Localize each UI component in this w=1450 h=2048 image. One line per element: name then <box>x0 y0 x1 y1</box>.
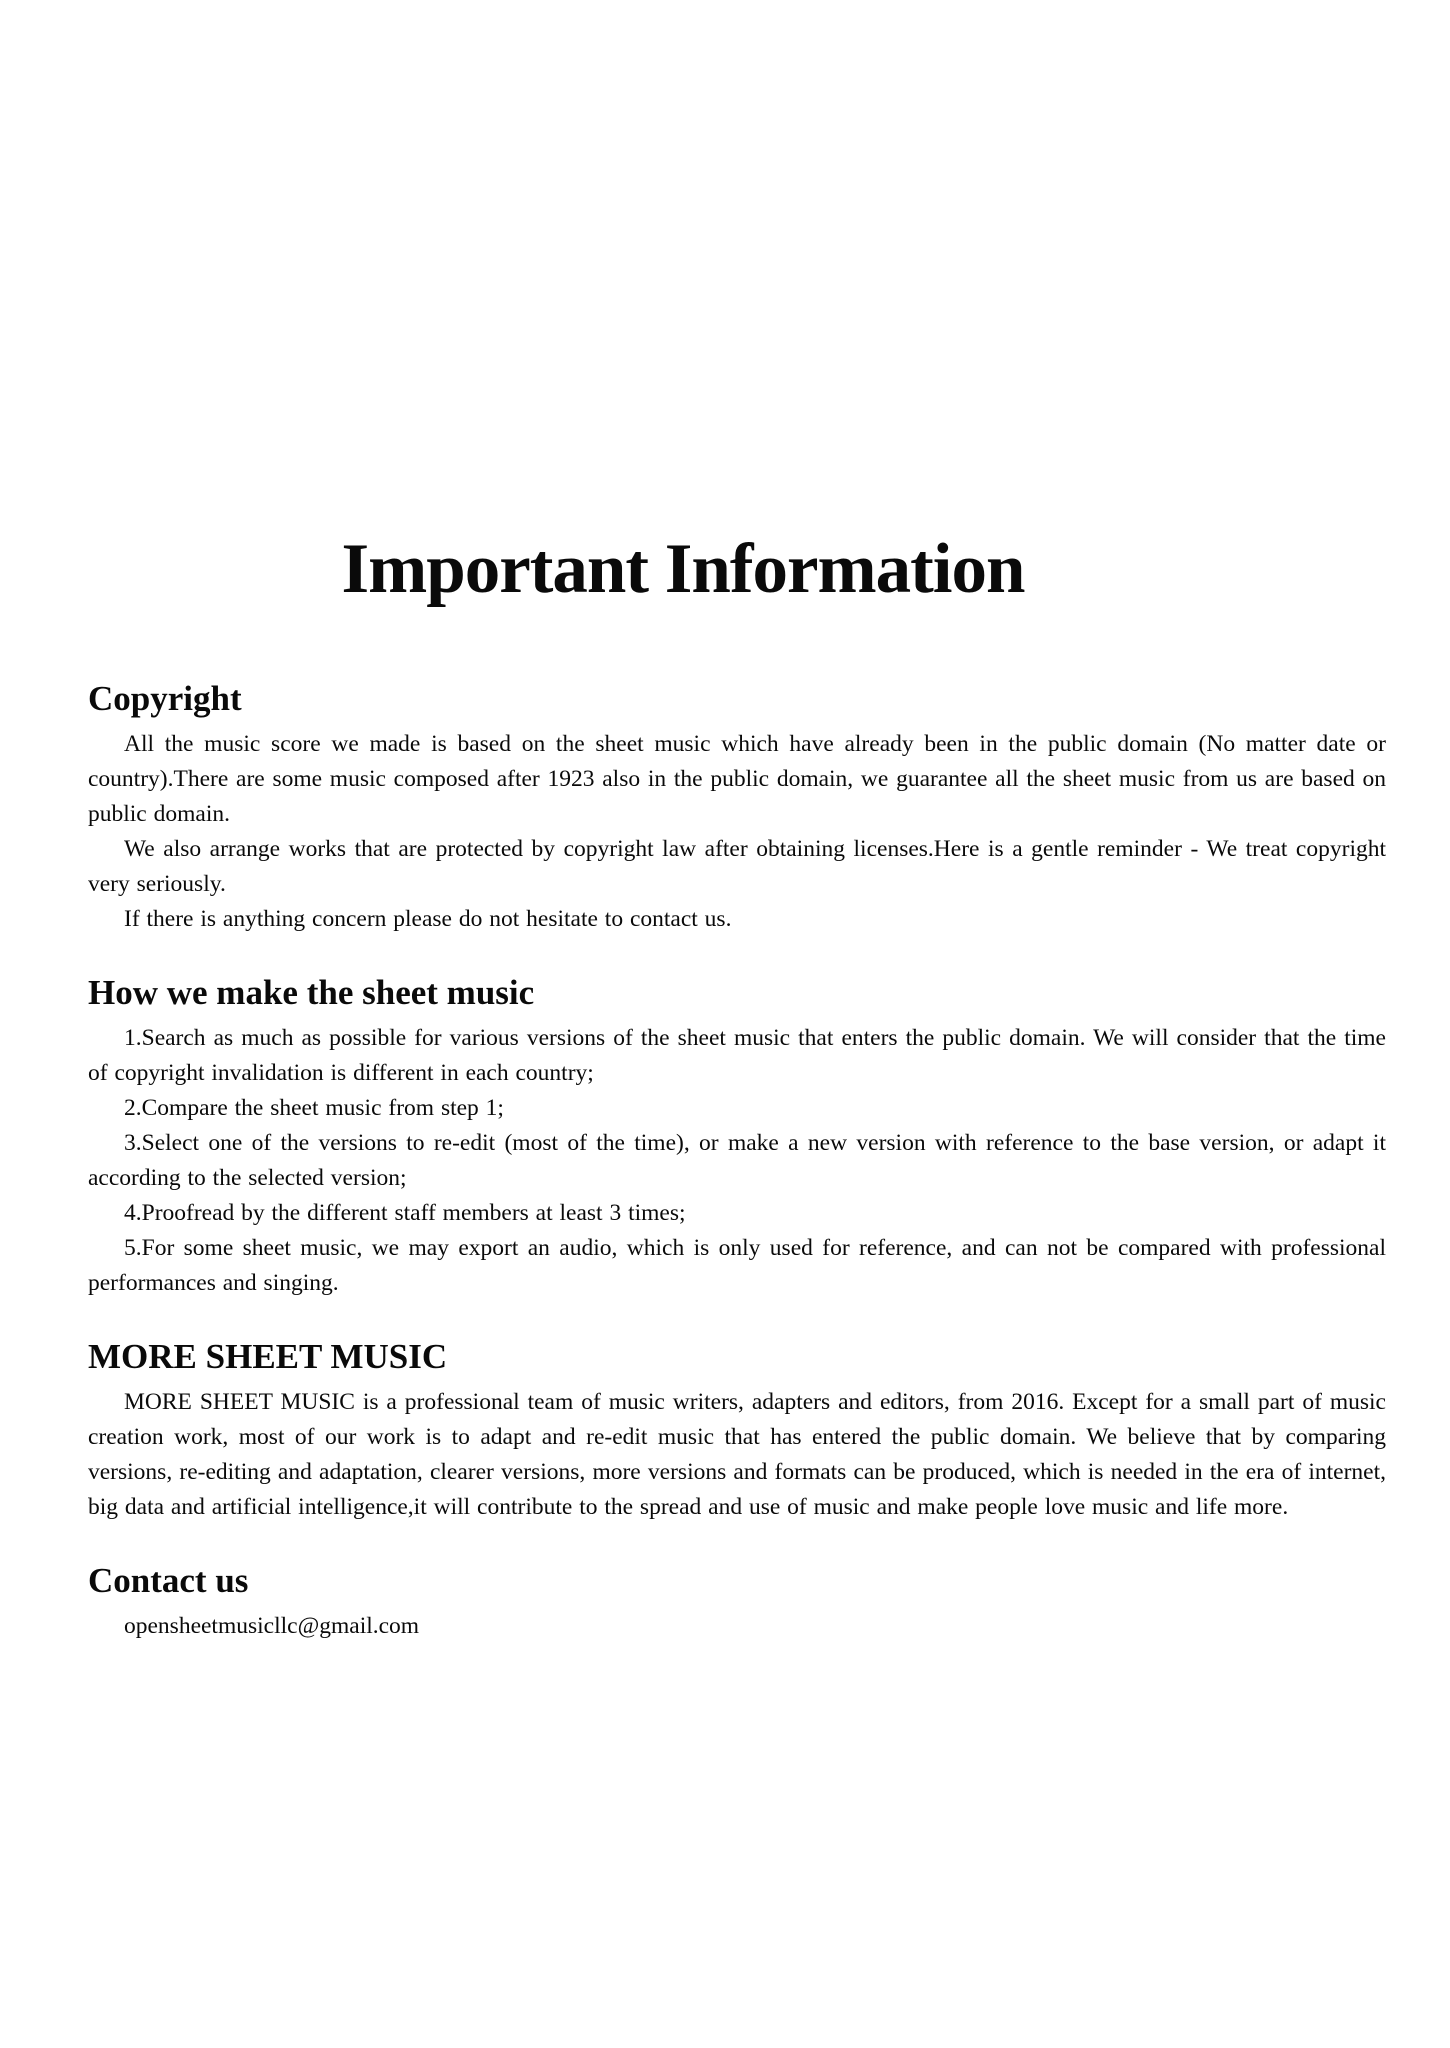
step-item-5: 5.For some sheet music, we may export an audio, which is only used for reference, and can not be compared with professional performances and singing. <box>88 1235 1386 1296</box>
how-we-make-heading: How we make the sheet music <box>88 973 535 1012</box>
contact-us-heading: Contact us <box>88 1561 249 1600</box>
step-item-4: 4.Proofread by the different staff members at least 3 times; <box>124 1200 686 1226</box>
section-contact-us <box>88 1561 1386 1644</box>
step-item-1: 1.Search as much as possible for various versions of the sheet music that enters the public domain. We will consider that the time of copyright invalidation is different in each country; <box>88 1025 1386 1086</box>
contact-email: opensheetmusicllc@gmail.com <box>124 1613 420 1639</box>
more-sheet-music-heading: MORE SHEET MUSIC <box>88 1337 448 1376</box>
copyright-paragraph-2: We also arrange works that are protected by copyright law after obtaining licenses.Here is a gentle reminder - We treat copyright very seriously. <box>88 836 1386 897</box>
more-sheet-music-paragraph: MORE SHEET MUSIC is a professional team of music writers, adapters and editors, from 2016. Except for a small part of music creation work, most of our work is to adapt and re-edit music that has entered the public domain. We believe that by comparing versions, re-editing and adaptation, clearer versions, more versions and formats can be produced, which is needed in the era of internet, big data and artificial intelligence,it will contribute to the spread and use of music and make people love music and life more. <box>88 1389 1386 1520</box>
step-item-2: 2.Compare the sheet music from step 1; <box>124 1095 504 1121</box>
section-copyright <box>88 679 1386 937</box>
step-item-3: 3.Select one of the versions to re-edit (most of the time), or make a new version with reference to the base version, or adapt it according to the selected version; <box>88 1130 1386 1191</box>
section-how-we-make <box>88 973 1386 1301</box>
copyright-paragraph-1: All the music score we made is based on the sheet music which have already been in the public domain (No matter date or country).There are some music composed after 1923 also in the public domain, we guarantee all the sheet music from us are based on public domain. <box>88 731 1386 827</box>
copyright-heading: Copyright <box>88 679 242 718</box>
page-title: Important Information <box>341 530 1025 608</box>
copyright-paragraph-3: If there is anything concern please do not hesitate to contact us. <box>124 906 732 932</box>
section-more-sheet-music <box>88 1337 1386 1525</box>
